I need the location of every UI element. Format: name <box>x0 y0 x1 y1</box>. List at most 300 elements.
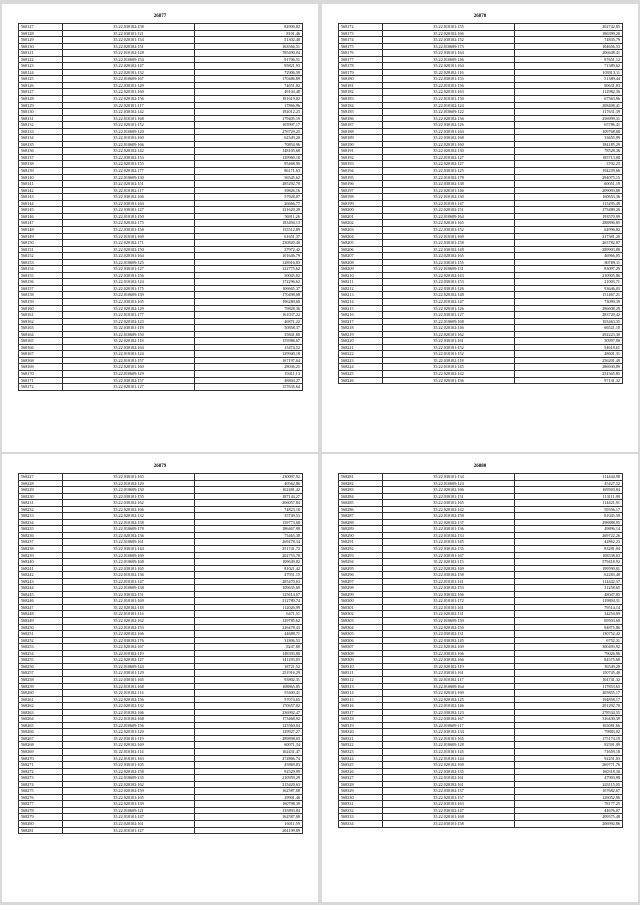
row-number: 568216 <box>339 312 383 319</box>
row-number: 568281 <box>19 827 63 834</box>
row-number: 568317 <box>339 709 383 716</box>
cadastral-number: 35.22.020102:175 <box>63 220 195 227</box>
cadastral-number: 35.22.010609:166 <box>63 141 195 148</box>
row-number: 568138 <box>19 161 63 168</box>
cadastral-number: 35.22.020101:160 <box>63 89 195 96</box>
cadastral-number: 35.22.010102:124 <box>383 102 515 109</box>
cadastral-number: 35.22.020101:139 <box>63 801 195 808</box>
value-cell: 125560,04 <box>195 722 303 729</box>
cadastral-number: 35.22.020102:169 <box>383 565 515 572</box>
value-cell: 181619,02 <box>195 96 303 103</box>
value-cell: 162587,08 <box>195 814 303 821</box>
cadastral-number: 35.22.020101:168 <box>383 814 515 821</box>
row-number: 568201 <box>339 213 383 220</box>
cadastral-number: 35.22.010101:145 <box>383 748 515 755</box>
value-cell: 73099,39 <box>515 298 623 305</box>
row-number: 568160 <box>19 305 63 312</box>
value-cell: 79828,36 <box>195 305 303 312</box>
row-number: 568326 <box>339 768 383 775</box>
cadastral-number: 35.22.020102:115 <box>383 559 515 566</box>
cadastral-table <box>338 473 623 828</box>
value-cell: 55400,41 <box>195 690 303 697</box>
cadastral-number: 35.22.030101:158 <box>383 820 515 827</box>
row-number: 568244 <box>19 585 63 592</box>
row-number: 568143 <box>19 194 63 201</box>
value-cell: 288896,85 <box>515 220 623 227</box>
cadastral-number: 35.22.020102:162 <box>63 618 195 625</box>
row-number: 568129 <box>19 102 63 109</box>
cadastral-number: 35.22.010101:147 <box>383 200 515 207</box>
value-cell: 50997,00 <box>515 338 623 345</box>
value-cell: 194239,66 <box>515 168 623 175</box>
row-number: 568122 <box>19 56 63 63</box>
cadastral-number: 35.22.010609:173 <box>383 43 515 50</box>
cadastral-number: 35.22.020102:165 <box>383 253 515 260</box>
value-cell: 45869,83 <box>195 762 303 769</box>
cadastral-number: 35.22.010102:136 <box>63 572 195 579</box>
value-cell: 74823,18 <box>195 506 303 513</box>
value-cell: 59356,17 <box>515 506 623 513</box>
value-cell: 129785,62 <box>195 618 303 625</box>
cadastral-number: 35.22.010101:161 <box>383 604 515 611</box>
table-row <box>19 384 303 391</box>
value-cell: 64996,82 <box>515 226 623 233</box>
row-number: 568269 <box>19 748 63 755</box>
value-cell: 75465,38 <box>195 532 303 539</box>
value-cell: 81021,42 <box>195 565 303 572</box>
value-cell: 202742,85 <box>515 24 623 31</box>
cadastral-number: 35.22.010609:130 <box>63 174 195 181</box>
value-cell: 226478,43 <box>195 624 303 631</box>
value-cell: 79026,96 <box>515 650 623 657</box>
cadastral-number: 35.22.030101:126 <box>383 285 515 292</box>
value-cell: 173468,92 <box>195 716 303 723</box>
cadastral-number: 35.22.010609:121 <box>63 807 195 814</box>
value-cell: 21003,71 <box>515 279 623 286</box>
value-cell: 62283,48 <box>515 572 623 579</box>
cadastral-number: 35.22.020102:118 <box>63 604 195 611</box>
page-number: 26877 <box>153 14 167 19</box>
row-number: 568175 <box>339 43 383 50</box>
row-number: 568307 <box>339 644 383 651</box>
value-cell: 84900,82 <box>195 24 303 31</box>
row-number: 568328 <box>339 781 383 788</box>
row-number: 568261 <box>19 696 63 703</box>
row-number: 568197 <box>339 187 383 194</box>
cadastral-number: 35.22.030102:145 <box>383 637 515 644</box>
cadastral-number: 35.22.030101:166 <box>383 650 515 657</box>
value-cell: 90631,83 <box>515 82 623 89</box>
value-cell: 167197,64 <box>195 357 303 364</box>
value-cell: 44676,07 <box>515 807 623 814</box>
row-number: 568213 <box>339 292 383 299</box>
cadastral-number: 35.22.030101:164 <box>63 200 195 207</box>
value-cell: 285292,78 <box>195 181 303 188</box>
cadastral-number: 35.22.010102:146 <box>383 703 515 710</box>
value-cell: 104656,53 <box>515 43 623 50</box>
value-cell: 126052,96 <box>515 794 623 801</box>
cadastral-number: 35.22.020101:160 <box>383 141 515 148</box>
value-cell: 36545,62 <box>195 174 303 181</box>
row-number: 568284 <box>339 493 383 500</box>
cadastral-number: 35.22.020102:119 <box>383 663 515 670</box>
value-cell: 16011,59 <box>195 820 303 827</box>
value-cell: 114442,37 <box>515 578 623 585</box>
row-number: 568278 <box>19 807 63 814</box>
row-number: 568324 <box>339 755 383 762</box>
value-cell: 292223,30 <box>515 331 623 338</box>
value-cell: 162481,42 <box>195 487 303 494</box>
row-number: 568220 <box>339 338 383 345</box>
cadastral-number: 35.22.020101:126 <box>383 305 515 312</box>
cadastral-number: 35.22.030101:155 <box>63 493 195 500</box>
cadastral-number: 35.22.020102:130 <box>383 148 515 155</box>
cadastral-number: 35.22.010102:117 <box>63 187 195 194</box>
row-number: 568123 <box>19 63 63 70</box>
cadastral-number: 35.22.030102:153 <box>383 585 515 592</box>
table-row <box>339 377 623 384</box>
row-number: 568124 <box>19 69 63 76</box>
row-number: 568139 <box>19 168 63 175</box>
cadastral-number: 35.22.010101:127 <box>63 827 195 834</box>
row-number: 568121 <box>19 50 63 57</box>
value-cell: 204199,89 <box>195 827 303 834</box>
row-number: 568245 <box>19 591 63 598</box>
row-number: 568329 <box>339 788 383 795</box>
cadastral-number: 35.22.030102:134 <box>383 729 515 736</box>
cadastral-number: 35.22.030102:152 <box>383 37 515 44</box>
row-number: 568240 <box>19 559 63 566</box>
cadastral-number: 35.22.030101:118 <box>63 325 195 332</box>
value-cell: 35841,80 <box>195 331 303 338</box>
cadastral-number: 35.22.020101:146 <box>383 187 515 194</box>
cadastral-number: 35.22.030102:118 <box>383 357 515 364</box>
row-number: 568333 <box>339 814 383 821</box>
value-cell: 62349,20 <box>195 135 303 142</box>
value-cell: 199590,01 <box>515 565 623 572</box>
row-number: 568145 <box>19 207 63 214</box>
value-cell: 179405,19 <box>195 115 303 122</box>
value-cell: 60071,34 <box>195 742 303 749</box>
row-number: 568214 <box>339 298 383 305</box>
cadastral-number: 35.22.010101:169 <box>383 233 515 240</box>
value-cell: 26666,77 <box>195 200 303 207</box>
value-cell: 78177,25 <box>515 801 623 808</box>
cadastral-number: 35.22.020101:155 <box>63 161 195 168</box>
row-number: 568184 <box>339 102 383 109</box>
row-number: 568311 <box>339 670 383 677</box>
value-cell: 196280,60 <box>195 298 303 305</box>
value-cell: 114444,98 <box>515 474 623 481</box>
value-cell: 112982,36 <box>515 89 623 96</box>
value-cell: 86171,63 <box>195 168 303 175</box>
cadastral-number: 35.22.030102:166 <box>63 194 195 201</box>
row-number: 568127 <box>19 24 63 31</box>
value-cell: 125614,07 <box>195 591 303 598</box>
cadastral-number: 35.22.020102:118 <box>63 338 195 345</box>
cadastral-number: 35.22.030101:158 <box>383 240 515 247</box>
row-number: 568235 <box>19 526 63 533</box>
value-cell: 93802,31 <box>195 676 303 683</box>
cadastral-number: 35.22.020101:165 <box>383 220 515 227</box>
row-number: 568246 <box>19 598 63 605</box>
row-number: 568315 <box>339 696 383 703</box>
value-cell: 155986,67 <box>195 338 303 345</box>
cadastral-number: 35.22.030102:166 <box>383 657 515 664</box>
cadastral-number: 35.22.020101:117 <box>63 102 195 109</box>
cadastral-number: 35.22.010609:146 <box>383 56 515 63</box>
value-cell: 128916,83 <box>195 259 303 266</box>
value-cell: 40562,86 <box>195 480 303 487</box>
row-number: 568163 <box>19 325 63 332</box>
value-cell: 294075,15 <box>515 174 623 181</box>
value-cell: 95821,93 <box>195 63 303 70</box>
value-cell: 48601,31 <box>515 351 623 358</box>
cadastral-table <box>18 473 303 834</box>
cadastral-number: 35.22.030101:158 <box>63 226 195 233</box>
row-number: 568330 <box>339 794 383 801</box>
value-cell: 103913,11 <box>515 69 623 76</box>
value-cell: 579418,92 <box>515 559 623 566</box>
row-number: 568290 <box>339 532 383 539</box>
value-cell: 92251,03 <box>515 755 623 762</box>
value-cell: 300493,92 <box>515 644 623 651</box>
row-number: 568152 <box>19 253 63 260</box>
value-cell: 71389,62 <box>515 63 623 70</box>
cadastral-number: 35.22.010609:168 <box>63 559 195 566</box>
row-number: 568186 <box>339 115 383 122</box>
row-number: 568141 <box>19 181 63 188</box>
cadastral-number: 35.22.010101:124 <box>63 351 195 358</box>
row-number: 568287 <box>339 513 383 520</box>
row-number: 568128 <box>19 30 63 37</box>
value-cell: 97141,32 <box>515 377 623 384</box>
cadastral-number: 35.22.010101:160 <box>63 135 195 142</box>
row-number: 568327 <box>339 775 383 782</box>
row-number: 568298 <box>339 585 383 592</box>
row-number: 568130 <box>19 43 63 50</box>
cadastral-number: 35.22.030101:134 <box>383 474 515 481</box>
value-cell: 36549,28 <box>515 663 623 670</box>
row-number: 568181 <box>339 82 383 89</box>
cadastral-number: 35.22.020101:160 <box>63 364 195 371</box>
cadastral-number: 35.22.010101:141 <box>383 578 515 585</box>
row-number: 568173 <box>339 30 383 37</box>
row-number: 568218 <box>339 325 383 332</box>
row-number: 568210 <box>339 272 383 279</box>
cadastral-number: 35.22.030102:135 <box>383 768 515 775</box>
value-cell: 159773,68 <box>195 519 303 526</box>
row-number: 568242 <box>19 572 63 579</box>
value-cell: 17866,96 <box>195 102 303 109</box>
cadastral-number: 35.22.010101:144 <box>383 755 515 762</box>
row-number: 568296 <box>339 572 383 579</box>
row-number: 568219 <box>339 331 383 338</box>
cadastral-number: 35.22.010609:168 <box>383 318 515 325</box>
value-cell: 91706,51 <box>195 56 303 63</box>
cadastral-number: 35.22.020101:127 <box>63 384 195 391</box>
row-number: 568156 <box>19 279 63 286</box>
value-cell: 205855,17 <box>515 690 623 697</box>
row-number: 568314 <box>339 690 383 697</box>
cadastral-number: 35.22.010101:177 <box>63 312 195 319</box>
value-cell: 117631,39 <box>515 109 623 116</box>
value-cell: 34254,09 <box>515 611 623 618</box>
value-cell: 27972,42 <box>195 246 303 253</box>
row-number: 568161 <box>19 312 63 319</box>
cadastral-number: 35.22.020102:127 <box>63 657 195 664</box>
row-number: 568168 <box>19 357 63 364</box>
value-cell: 19411,13 <box>195 370 303 377</box>
page-number: 26880 <box>473 464 487 469</box>
value-cell: 8247,80 <box>195 644 303 651</box>
value-cell: 115295,49 <box>515 200 623 207</box>
value-cell: 57074,65 <box>195 696 303 703</box>
cadastral-number: 35.22.010101:169 <box>63 598 195 605</box>
value-cell: 162431,47 <box>195 748 303 755</box>
row-number: 568147 <box>19 220 63 227</box>
cadastral-number: 35.22.020102:123 <box>63 318 195 325</box>
value-cell: 150745,40 <box>515 670 623 677</box>
cadastral-number: 35.22.020102:127 <box>383 161 515 168</box>
cadastral-number: 35.22.030101:165 <box>63 474 195 481</box>
value-cell: 46871,22 <box>195 318 303 325</box>
row-number: 568155 <box>19 272 63 279</box>
row-number: 568273 <box>19 775 63 782</box>
row-number: 568334 <box>339 820 383 827</box>
value-cell: 121620,28 <box>195 207 303 214</box>
cadastral-number: 35.22.020102:150 <box>383 624 515 631</box>
cadastral-table <box>338 23 623 384</box>
row-number: 568236 <box>19 532 63 539</box>
value-cell: 28036,25 <box>195 364 303 371</box>
value-cell: 208408,41 <box>515 102 623 109</box>
cadastral-number: 35.22.020102:132 <box>63 513 195 520</box>
value-cell: 84875,86 <box>515 624 623 631</box>
row-number: 568263 <box>19 709 63 716</box>
row-number: 568136 <box>19 148 63 155</box>
value-cell: 81045,58 <box>515 513 623 520</box>
row-number: 568149 <box>19 233 63 240</box>
row-number: 568176 <box>339 50 383 57</box>
cadastral-number: 35.22.030101:156 <box>63 272 195 279</box>
row-number: 568229 <box>19 487 63 494</box>
cadastral-number: 35.22.010102:133 <box>383 532 515 539</box>
row-number: 568223 <box>339 357 383 364</box>
value-cell: 265782,87 <box>515 240 623 247</box>
value-cell: 104741,32 <box>515 676 623 683</box>
cadastral-number: 35.22.030102:131 <box>383 631 515 638</box>
value-cell: 272866,74 <box>195 755 303 762</box>
row-number: 568234 <box>19 519 63 526</box>
cadastral-number: 35.22.020102:156 <box>383 115 515 122</box>
cadastral-number: 35.22.030101:165 <box>63 565 195 572</box>
row-number: 568144 <box>19 200 63 207</box>
row-number: 568303 <box>339 618 383 625</box>
cadastral-number: 35.22.010101:150 <box>383 96 515 103</box>
row-number: 568318 <box>339 716 383 723</box>
value-cell: 82591,09 <box>515 742 623 749</box>
cadastral-number: 35.22.030101:119 <box>63 735 195 742</box>
cadastral-number: 35.22.030101:127 <box>63 266 195 273</box>
value-cell: 206648,41 <box>515 50 623 57</box>
cadastral-number: 35.22.020102:169 <box>383 644 515 651</box>
row-number: 568316 <box>339 703 383 710</box>
cadastral-number: 35.22.010102:127 <box>383 154 515 161</box>
value-cell: 160318,30 <box>515 768 623 775</box>
cadastral-number: 35.22.010102:158 <box>63 519 195 526</box>
value-cell: 210905,86 <box>515 272 623 279</box>
cadastral-number: 35.22.010101:150 <box>63 213 195 220</box>
row-number: 568194 <box>339 168 383 175</box>
cadastral-number: 35.22.030102:142 <box>63 109 195 116</box>
value-cell: 206057,84 <box>195 500 303 507</box>
table-row <box>339 820 623 827</box>
row-number: 568224 <box>339 364 383 371</box>
row-number: 568230 <box>19 493 63 500</box>
value-cell: 57928,07 <box>195 194 303 201</box>
cadastral-number: 35.22.010609:129 <box>63 370 195 377</box>
row-number: 568310 <box>339 663 383 670</box>
cadastral-number: 35.22.010101:156 <box>383 82 515 89</box>
cadastral-number: 35.22.030102:147 <box>383 807 515 814</box>
row-number: 568232 <box>19 506 63 513</box>
cadastral-number: 35.22.020102:167 <box>63 644 195 651</box>
row-number: 568221 <box>339 344 383 351</box>
cadastral-number: 35.22.030101:165 <box>63 676 195 683</box>
cadastral-number: 35.22.030102:158 <box>383 572 515 579</box>
row-number: 568189 <box>339 135 383 142</box>
row-number: 568153 <box>19 259 63 266</box>
cadastral-number: 35.22.020101:163 <box>383 89 515 96</box>
value-cell: 92529,99 <box>195 768 303 775</box>
cadastral-number: 35.22.030101:144 <box>63 546 195 553</box>
row-number: 568262 <box>19 703 63 710</box>
value-cell: 44688,71 <box>195 631 303 638</box>
cadastral-number: 35.22.020102:125 <box>383 696 515 703</box>
value-cell: 185713,08 <box>515 154 623 161</box>
row-number: 568196 <box>339 181 383 188</box>
cadastral-number: 35.22.010609:139 <box>63 292 195 299</box>
value-cell: 80789,11 <box>515 259 623 266</box>
value-cell: 35749,53 <box>195 513 303 520</box>
row-number: 568274 <box>19 781 63 788</box>
value-cell: 217381,20 <box>515 233 623 240</box>
row-number: 568282 <box>339 480 383 487</box>
value-cell: 113111,99 <box>515 493 623 500</box>
row-number: 568276 <box>19 794 63 801</box>
value-cell: 45427,32 <box>515 480 623 487</box>
cadastral-number: 35.22.010609:150 <box>63 331 195 338</box>
cadastral-number: 35.22.010609:144 <box>63 663 195 670</box>
row-number: 568177 <box>339 56 383 63</box>
row-number: 568332 <box>339 807 383 814</box>
cadastral-number: 35.22.030101:121 <box>63 30 195 37</box>
row-number: 568293 <box>339 552 383 559</box>
cadastral-number: 35.22.030101:161 <box>383 338 515 345</box>
value-cell: 105997,17 <box>195 122 303 129</box>
cadastral-number: 35.22.020101:132 <box>63 69 195 76</box>
row-number: 568254 <box>19 650 63 657</box>
row-number: 568319 <box>339 722 383 729</box>
cadastral-number: 35.22.030101:105 <box>63 762 195 769</box>
row-number: 568162 <box>19 318 63 325</box>
row-number: 568135 <box>19 141 63 148</box>
cadastral-number: 35.22.020102:136 <box>63 532 195 539</box>
row-number: 568166 <box>19 344 63 351</box>
value-cell: 285470,63 <box>195 578 303 585</box>
cadastral-number: 35.22.030102:148 <box>383 246 515 253</box>
